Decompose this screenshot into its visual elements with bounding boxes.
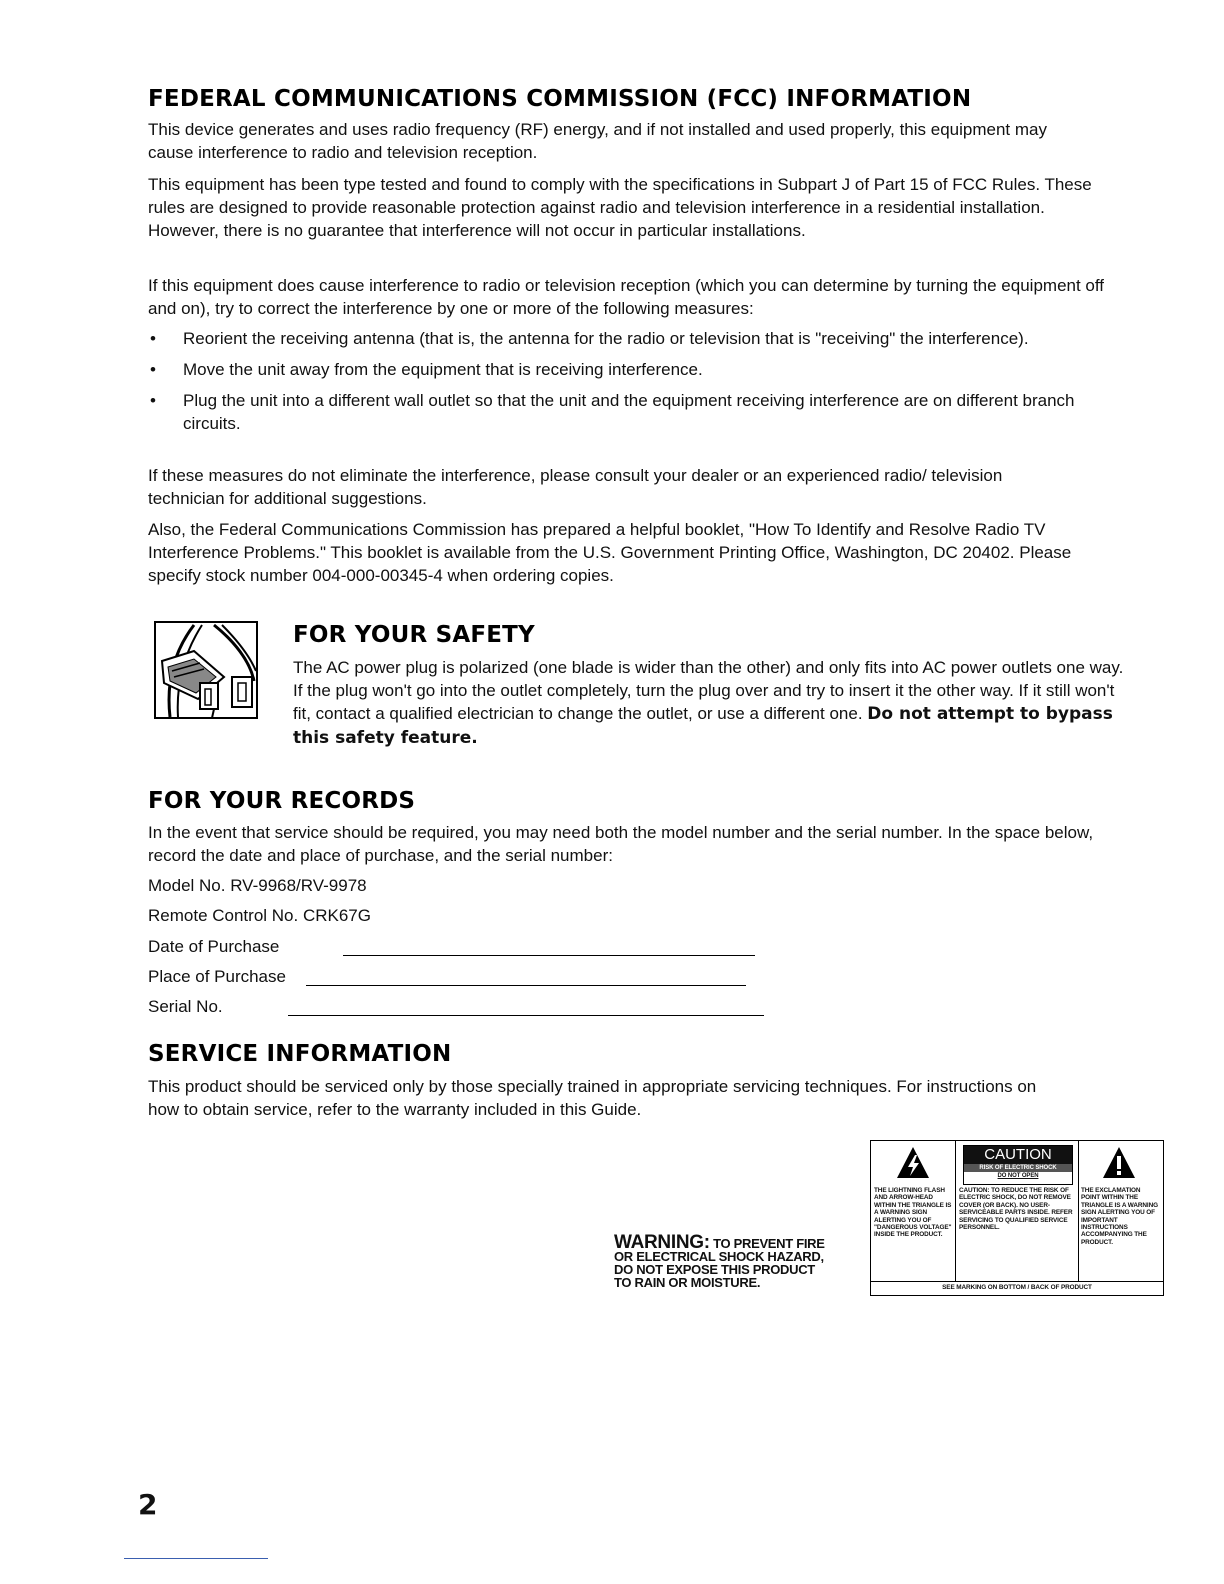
caution-footer: SEE MARKING ON BOTTOM / BACK OF PRODUCT bbox=[942, 1284, 1092, 1291]
caution-title: CAUTION bbox=[964, 1146, 1072, 1164]
date-of-purchase-label: Date of Purchase bbox=[148, 937, 280, 956]
date-of-purchase-line bbox=[343, 955, 755, 956]
list-item: • Plug the unit into a different wall outlet so that the unit and the equipment receiving interference are on different branch circuits. bbox=[150, 391, 1075, 433]
fcc-heading: FEDERAL COMMUNICATIONS COMMISSION (FCC) INFORMATION bbox=[148, 86, 972, 112]
list-item: • Reorient the receiving antenna (that is, the antenna for the radio or television that is "receiving" the interference). bbox=[150, 329, 1029, 348]
records-intro: In the event that service should be required, you may need both the model number and the serial number. In the space below, record the date and place of purchase, and the serial number: bbox=[148, 823, 1094, 865]
place-of-purchase-label: Place of Purchase bbox=[148, 967, 286, 986]
caution-sub2: DO NOT OPEN bbox=[997, 1173, 1039, 1179]
fcc-paragraph-5: Also, the Federal Communications Commission has prepared a helpful booklet, "How To Identify and Resolve Radio TV Interference Problems." This booklet is available from the U.S. Government Printing Office, Washington, DC 20402. Please specify stock number 004-000-00345-4 when ordering copies. bbox=[148, 520, 1072, 585]
model-number: Model No. RV-9968/RV-9978 bbox=[148, 876, 367, 895]
caution-label bbox=[870, 1140, 1164, 1296]
bottom-rule bbox=[124, 1558, 268, 1559]
polarized-plug-icon bbox=[154, 621, 258, 719]
fcc-paragraph-1: This device generates and uses radio frequency (RF) energy, and if not installed and used properly, this equipment may cause interference to radio and television reception. bbox=[148, 120, 1047, 162]
page-number: 2 bbox=[138, 1488, 158, 1521]
serial-number-line bbox=[288, 1015, 764, 1016]
service-paragraph: This product should be serviced only by those specially trained in appropriate servicing techniques. For instructions on how to obtain service, refer to the warranty included in this Guide. bbox=[148, 1077, 1037, 1119]
caution-box bbox=[963, 1145, 1073, 1185]
fcc-paragraph-2: This equipment has been type tested and found to comply with the specifications in Subpart J of Part 15 of FCC Rules. These rules are designed to provide reasonable protection against radio and television interference in a residential installation. However, there is no guarantee that interference will not occur in particular installations. bbox=[148, 175, 1092, 240]
warning-lead: WARNING: bbox=[614, 1232, 710, 1253]
place-of-purchase-line bbox=[306, 985, 746, 986]
warning-text: WARNING: TO PREVENT FIRE OR ELECTRICAL SHOCK HAZARD, DO NOT EXPOSE THIS PRODUCT TO RAIN OR MOISTURE. bbox=[614, 1232, 825, 1290]
fcc-paragraph-4: If these measures do not eliminate the interference, please consult your dealer or an experienced radio/ television technician for additional suggestions. bbox=[148, 466, 1003, 508]
caution-sub1: RISK OF ELECTRIC SHOCK bbox=[964, 1164, 1072, 1172]
exclamation-triangle-icon bbox=[1101, 1145, 1137, 1181]
safety-heading: FOR YOUR SAFETY bbox=[293, 622, 535, 648]
safety-text: The AC power plug is polarized (one blade is wider than the other) and only fits into AC power outlets one way. If the plug won't go into the outlet completely, turn the plug over and try to insert it the other way. If it still won't fit, contact a qualified electrician to change the outlet, or use a different one. bbox=[293, 658, 1124, 723]
lightning-explanation: THE LIGHTNING FLASH AND ARROW-HEAD WITHIN THE TRIANGLE IS A WARNING SIGN ALERTING YOU OF "DANGEROUS VOLTAGE" INSIDE THE PRODUCT. bbox=[874, 1187, 952, 1239]
lightning-triangle-icon bbox=[895, 1145, 931, 1181]
list-item: • Move the unit away from the equipment that is receiving interference. bbox=[150, 360, 703, 379]
records-heading: FOR YOUR RECORDS bbox=[148, 788, 416, 814]
service-heading: SERVICE INFORMATION bbox=[148, 1041, 452, 1067]
safety-warning-bold: Do not attempt to bypass this safety feature. bbox=[293, 704, 1113, 748]
caution-explanation: CAUTION: TO REDUCE THE RISK OF ELECTRIC SHOCK, DO NOT REMOVE COVER (OR BACK). NO USER-SERVICEABLE PARTS INSIDE. REFER SERVICING TO QUALIFIED SERVICE PERSONNEL. bbox=[959, 1187, 1073, 1232]
exclamation-explanation: THE EXCLAMATION POINT WITHIN THE TRIANGLE IS A WARNING SIGN ALERTING YOU OF IMPORTANT INSTRUCTIONS ACCOMPANYING THE PRODUCT. bbox=[1081, 1187, 1158, 1246]
remote-control-number: Remote Control No. CRK67G bbox=[148, 906, 371, 925]
fcc-measures-list bbox=[148, 327, 1108, 443]
fcc-paragraph-3: If this equipment does cause interference to radio or television reception (which you can determine by turning the equipment off and on), try to correct the interference by one or more of the following measures: bbox=[148, 276, 1105, 318]
safety-paragraph bbox=[293, 656, 1128, 750]
serial-number-label: Serial No. bbox=[148, 997, 223, 1016]
